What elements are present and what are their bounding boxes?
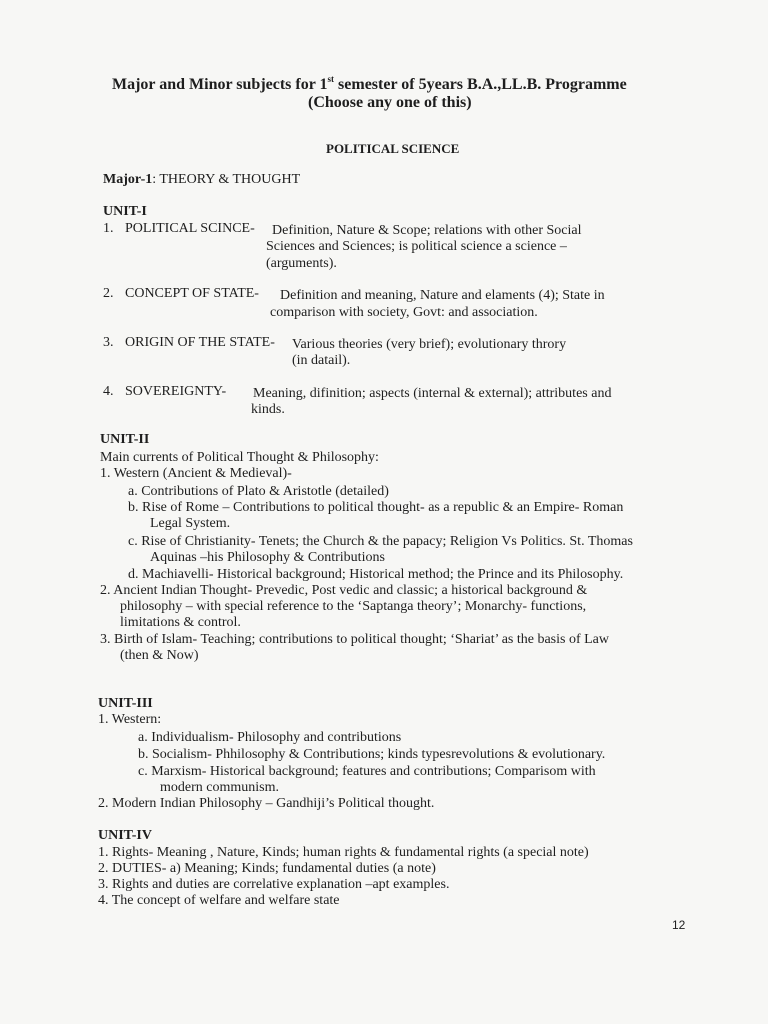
list-item-head: SOVEREIGNTY- (125, 384, 227, 399)
list-item-line: Sciences and Sciences; is political science a science – (266, 239, 567, 254)
list-item-number: 2. (103, 286, 114, 301)
list-item: 1. Western (Ancient & Medieval)- (100, 466, 292, 481)
unit-heading: UNIT-II (100, 432, 150, 447)
list-item-line: Meaning, difinition; aspects (internal & external); attributes and (253, 386, 612, 401)
sub-list-item: b. Rise of Rome – Contributions to political thought- as a republic & an Empire- Roman (128, 500, 624, 515)
list-item: 2. Modern Indian Philosophy – Gandhiji’s Political thought. (98, 796, 435, 811)
list-item-head: ORIGIN OF THE STATE- (125, 335, 275, 350)
sub-list-item: a. Contributions of Plato & Aristotle (detailed) (128, 484, 389, 499)
major-line: Major-1: THEORY & THOUGHT (103, 172, 301, 187)
list-item-line: Definition, Nature & Scope; relations with other Social (272, 223, 582, 238)
sub-list-item: c. Rise of Christianity- Tenets; the Church & the papacy; Religion Vs Politics. St. Thomas (128, 534, 633, 549)
sub-list-item: c. Marxism- Historical background; features and contributions; Comparisom with (138, 764, 596, 779)
sub-list-item: d. Machiavelli- Historical background; Historical method; the Prince and its Philosophy. (128, 567, 624, 582)
document-title: Major and Minor subjects for 1st semester of 5years B.A.,LL.B. Programme (112, 74, 627, 93)
sub-list-item-continuation: Aquinas –his Philosophy & Contributions (150, 550, 385, 565)
list-item-head: CONCEPT OF STATE- (125, 286, 259, 301)
list-item-number: 3. (103, 335, 114, 350)
list-item-continuation: philosophy – with special reference to the ‘Saptanga theory’; Monarchy- functions, (120, 599, 587, 614)
list-item: 2. DUTIES- a) Meaning; Kinds; fundamental duties (a note) (98, 861, 436, 876)
list-item-number: 4. (103, 384, 114, 399)
list-item: 2. Ancient Indian Thought- Prevedic, Post vedic and classic; a historical background & (100, 583, 588, 598)
unit-heading: UNIT-III (98, 696, 153, 711)
list-item: 1. Rights- Meaning , Nature, Kinds; human rights & fundamental rights (a special note) (98, 845, 589, 860)
sub-list-item-continuation: modern communism. (160, 780, 279, 795)
list-item-line: kinds. (251, 402, 285, 417)
unit-heading: UNIT-I (103, 204, 147, 219)
sub-list-item-continuation: Legal System. (150, 516, 231, 531)
list-item: 4. The concept of welfare and welfare state (98, 893, 340, 908)
unit-intro: Main currents of Political Thought & Philosophy: (100, 450, 379, 465)
list-item-line: Definition and meaning, Nature and elaments (4); State in (280, 288, 605, 303)
list-item-continuation: (then & Now) (120, 648, 199, 663)
list-item: 1. Western: (98, 712, 162, 727)
subject-heading: POLITICAL SCIENCE (326, 141, 460, 156)
list-item-head: POLITICAL SCINCE- (125, 221, 255, 236)
sub-list-item: b. Socialism- Phhilosophy & Contributions; kinds typesrevolutions & evolutionary. (138, 747, 606, 762)
page-number: 12 (672, 918, 686, 932)
list-item-line: comparison with society, Govt: and association. (270, 305, 538, 320)
list-item-continuation: limitations & control. (120, 615, 241, 630)
list-item-number: 1. (103, 221, 114, 236)
list-item-line: (in datail). (292, 353, 351, 368)
list-item-line: (arguments). (266, 256, 337, 271)
unit-heading: UNIT-IV (98, 828, 152, 843)
document-subtitle: (Choose any one of this) (308, 94, 472, 111)
list-item-line: Various theories (very brief); evolutionary throry (292, 337, 567, 352)
list-item: 3. Birth of Islam- Teaching; contributions to political thought; ‘Shariat’ as the basis of Law (100, 632, 610, 647)
sub-list-item: a. Individualism- Philosophy and contributions (138, 730, 402, 745)
list-item: 3. Rights and duties are correlative explanation –apt examples. (98, 877, 450, 892)
